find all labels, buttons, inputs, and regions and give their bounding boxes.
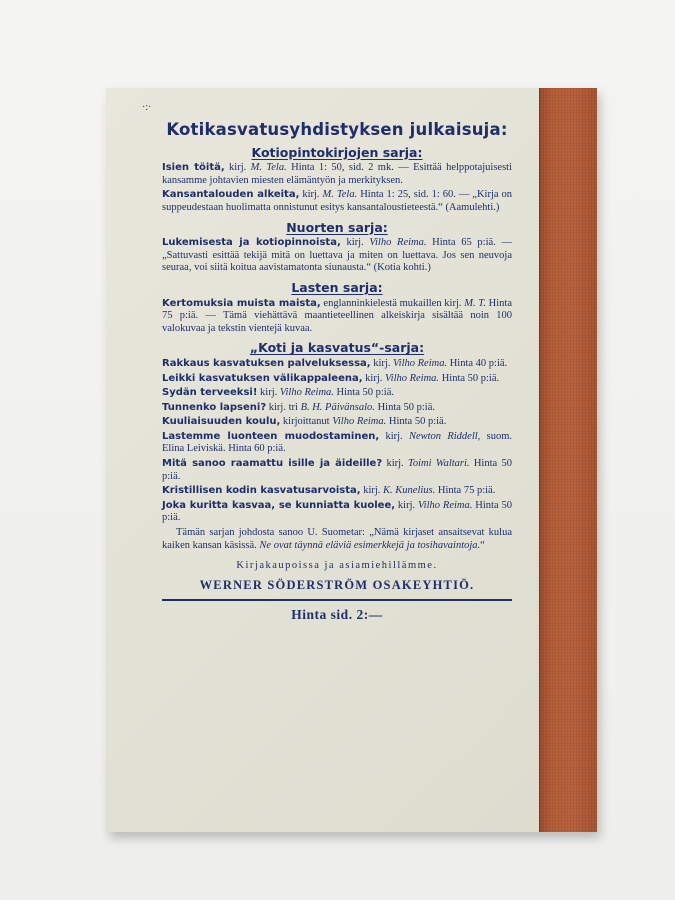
entry-title: Tunnenko lapseni? bbox=[162, 401, 267, 413]
entry-author: M. T. bbox=[464, 297, 486, 309]
entry-prefix: kirj. bbox=[382, 458, 408, 470]
entry-prefix: kirj. bbox=[370, 357, 394, 369]
entry-title: Isien töitä, bbox=[162, 162, 225, 174]
entry-title: Sydän terveeksi! bbox=[162, 387, 258, 399]
entry-title: Lukemisesta ja kotiopinnoista, bbox=[162, 237, 341, 249]
entry-author: Vilho Reima. bbox=[279, 387, 334, 399]
entry-text: Hinta 1: 25, sid. 1: 60. — „Kirja on suppeudestaan huolimatta onnistunut esitys kansantaloustieteestä.“ (Aamulehti.) bbox=[162, 189, 512, 213]
entry-prefix: kirj. bbox=[362, 372, 386, 384]
entry-title: Kuuliaisuuden koulu, bbox=[162, 416, 281, 428]
entry-text: Hinta 65 p:iä. — „Sattuvasti esittää tekijä mitä on luettava ja miten on luettava. Jos sen neuvoja seuraa, voi siitä koitua aavistamatonta siunausta.“ (Kotia kohti.) bbox=[162, 237, 512, 274]
entry-author: B. H. Päivänsalo. bbox=[300, 401, 375, 413]
entry-title: Lastemme luonteen muodostaminen, bbox=[162, 430, 380, 442]
entry-prefix: kirj. bbox=[299, 189, 323, 201]
entry-author: Vilho Reima. bbox=[385, 372, 440, 384]
entry-prefix: kirjoittanut bbox=[280, 416, 333, 428]
entry-title: Leikki kasvatuksen välikappaleena, bbox=[162, 372, 363, 384]
back-cover bbox=[106, 88, 539, 832]
entry-text: Hinta 50 p:iä. bbox=[374, 401, 436, 413]
book-entry bbox=[162, 189, 512, 214]
entry-prefix: kirj. bbox=[395, 499, 419, 511]
entry-author: M. Tela. bbox=[250, 162, 287, 174]
book-entry bbox=[162, 485, 512, 498]
entry-prefix: kirj. bbox=[360, 485, 384, 497]
entry-title: Mitä sanoo raamattu isille ja äideille? bbox=[162, 458, 383, 470]
book-entry bbox=[162, 500, 512, 525]
entry-author: Toimi Waltari. bbox=[407, 458, 470, 470]
section-heading bbox=[162, 342, 512, 355]
entry-author: Vilho Reima. bbox=[393, 357, 448, 369]
book-entry bbox=[162, 387, 512, 400]
entry-prefix: kirj. bbox=[340, 237, 370, 249]
entry-title: Kansantalouden alkeita, bbox=[162, 189, 300, 201]
entry-author: K. Kunelius. bbox=[383, 485, 436, 497]
series-quote-italic: Ne ovat täynnä eläviä esimerkkejä ja tosihavaintoja. bbox=[259, 539, 481, 551]
book-entry bbox=[162, 358, 512, 371]
entry-author: Vilho Reima. bbox=[369, 237, 427, 249]
divider bbox=[162, 599, 512, 601]
entry-author: M. Tela. bbox=[322, 189, 358, 201]
entry-text: Hinta 50 p:iä. bbox=[386, 416, 447, 428]
entry-prefix: kirj. bbox=[257, 387, 280, 399]
section-heading-text: Lasten sarja: bbox=[291, 279, 383, 295]
book-entry bbox=[162, 431, 512, 456]
book-entry bbox=[162, 237, 512, 275]
entry-text: Hinta 50 p:iä. bbox=[162, 458, 512, 482]
series-quote bbox=[162, 527, 512, 552]
main-title: Kotikasvatusyhdistyksen julkaisuja: bbox=[166, 120, 508, 139]
entry-text: Hinta 75 p:iä. bbox=[435, 485, 496, 497]
section-heading-text: „Koti ja kasvatus“-sarja: bbox=[249, 340, 425, 356]
entry-text: Hinta 75 p:iä. — Tämä viehättävä maantieteellinen alkeiskirja sisältää noin 100 valokuvaa ja tekstin vientejä kuvaa. bbox=[162, 297, 513, 334]
entry-text: Hinta 50 p:iä. bbox=[333, 387, 394, 399]
entry-author: Vilho Reima. bbox=[332, 416, 387, 428]
book-entry bbox=[162, 298, 512, 336]
entry-title: Kertomuksia muista maista, bbox=[162, 297, 321, 309]
book-entry bbox=[162, 162, 512, 187]
entry-title: Joka kuritta kasvaa, se kunniatta kuolee, bbox=[162, 499, 396, 511]
stores-line: Kirjakaupoissa ja asiamiehillämme. bbox=[236, 560, 438, 572]
book-entry bbox=[162, 416, 512, 429]
section-heading-text: Kotiopintokirjojen sarja: bbox=[251, 144, 423, 160]
section-heading-text: Nuorten sarja: bbox=[286, 219, 388, 235]
entry-prefix: englanninkielestä mukaillen kirj. bbox=[320, 297, 465, 309]
entry-text: Hinta 1: 50, sid. 2 mk. — Esittää helppotajuisesti kansamme johtavien miesten elämäntyön ja merkityksen. bbox=[162, 162, 512, 186]
section-heading bbox=[162, 279, 512, 295]
speck-mark: ·:· bbox=[142, 102, 152, 113]
entry-prefix: kirj. tri bbox=[266, 401, 301, 413]
section-heading bbox=[162, 219, 512, 235]
sections-container bbox=[162, 144, 513, 525]
book-entry bbox=[162, 458, 512, 483]
book-entry bbox=[162, 402, 512, 415]
publisher-name: WERNER SÖDERSTRÖM OSAKEYHTIÖ. bbox=[199, 577, 475, 592]
section-heading bbox=[162, 144, 512, 160]
entry-text: Hinta 40 p:iä. bbox=[447, 357, 508, 369]
entry-prefix: kirj. bbox=[379, 430, 409, 442]
entry-text: Hinta 50 p:iä. bbox=[439, 372, 500, 384]
entry-text: Hinta 50 p:iä. bbox=[162, 499, 513, 524]
book bbox=[106, 88, 596, 832]
entry-title: Kristillisen kodin kasvatusarvoista, bbox=[162, 485, 361, 497]
publication-list bbox=[162, 120, 513, 623]
entry-title: Rakkaus kasvatuksen palveluksessa, bbox=[162, 357, 371, 369]
entry-author: Vilho Reima. bbox=[418, 499, 473, 511]
series-quote-end: “ bbox=[480, 539, 485, 551]
series-quote-text: Tämän sarjan johdosta sanoo U. Suometar: „Nämä kirjaset ansaitsevat kulua kaiken kansan käsissä. bbox=[162, 527, 512, 551]
entry-text: suom. Elina Leiviskä. Hinta 60 p:iä. bbox=[162, 430, 512, 455]
book-entry bbox=[162, 373, 512, 386]
entry-prefix: kirj. bbox=[224, 162, 251, 174]
price-line: Hinta sid. 2:— bbox=[291, 607, 383, 623]
book-spine bbox=[539, 88, 597, 832]
entry-author: Newton Riddell, bbox=[408, 430, 481, 442]
